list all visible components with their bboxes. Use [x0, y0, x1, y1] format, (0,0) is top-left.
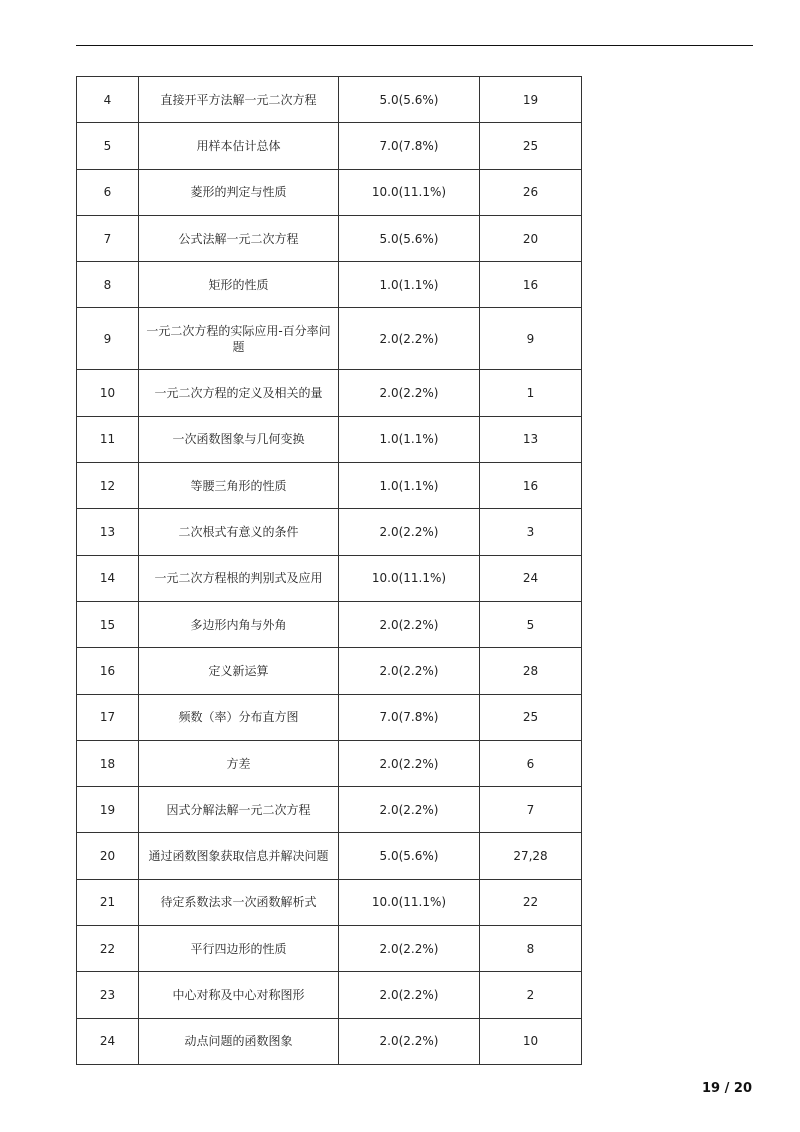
knowledge-point-table: [76, 76, 582, 1065]
score-share: 7.0(7.8%): [339, 123, 480, 169]
knowledge-point: 多边形内角与外角: [139, 601, 339, 647]
table-row: [77, 833, 582, 879]
table-row: [77, 77, 582, 123]
table-row: [77, 694, 582, 740]
knowledge-point: 平行四边形的性质: [139, 926, 339, 972]
score-share: 2.0(2.2%): [339, 601, 480, 647]
header-rule: [76, 45, 753, 46]
question-numbers: 7: [480, 787, 582, 833]
score-share: 1.0(1.1%): [339, 262, 480, 308]
score-share: 1.0(1.1%): [339, 463, 480, 509]
score-share: 10.0(11.1%): [339, 169, 480, 215]
page-number: 19 / 20: [702, 1081, 752, 1096]
question-numbers: 27,28: [480, 833, 582, 879]
score-share: 5.0(5.6%): [339, 77, 480, 123]
score-share: 2.0(2.2%): [339, 648, 480, 694]
row-number: 4: [77, 77, 139, 123]
row-number: 17: [77, 694, 139, 740]
question-numbers: 6: [480, 740, 582, 786]
knowledge-point: 一次函数图象与几何变换: [139, 416, 339, 462]
question-numbers: 19: [480, 77, 582, 123]
table-row: [77, 262, 582, 308]
table-row: [77, 370, 582, 416]
row-number: 20: [77, 833, 139, 879]
question-numbers: 25: [480, 694, 582, 740]
table-row: [77, 416, 582, 462]
row-number: 7: [77, 215, 139, 261]
table-row: [77, 787, 582, 833]
question-numbers: 13: [480, 416, 582, 462]
knowledge-point: 频数（率）分布直方图: [139, 694, 339, 740]
row-number: 18: [77, 740, 139, 786]
question-numbers: 22: [480, 879, 582, 925]
row-number: 13: [77, 509, 139, 555]
table-row: [77, 215, 582, 261]
knowledge-point: 矩形的性质: [139, 262, 339, 308]
score-share: 1.0(1.1%): [339, 416, 480, 462]
knowledge-point: 二次根式有意义的条件: [139, 509, 339, 555]
row-number: 15: [77, 601, 139, 647]
table-row: [77, 601, 582, 647]
question-numbers: 25: [480, 123, 582, 169]
question-numbers: 9: [480, 308, 582, 370]
question-numbers: 16: [480, 463, 582, 509]
score-share: 2.0(2.2%): [339, 972, 480, 1018]
row-number: 5: [77, 123, 139, 169]
row-number: 22: [77, 926, 139, 972]
row-number: 23: [77, 972, 139, 1018]
table-row: [77, 555, 582, 601]
knowledge-point: 方差: [139, 740, 339, 786]
score-share: 2.0(2.2%): [339, 787, 480, 833]
knowledge-point: 一元二次方程的实际应用-百分率问题: [139, 308, 339, 370]
knowledge-point: 菱形的判定与性质: [139, 169, 339, 215]
table-row: [77, 169, 582, 215]
row-number: 21: [77, 879, 139, 925]
row-number: 19: [77, 787, 139, 833]
question-numbers: 26: [480, 169, 582, 215]
question-numbers: 2: [480, 972, 582, 1018]
score-share: 2.0(2.2%): [339, 509, 480, 555]
row-number: 8: [77, 262, 139, 308]
score-share: 10.0(11.1%): [339, 879, 480, 925]
question-numbers: 10: [480, 1018, 582, 1064]
row-number: 16: [77, 648, 139, 694]
table-row: [77, 740, 582, 786]
knowledge-point: 中心对称及中心对称图形: [139, 972, 339, 1018]
table-row: [77, 308, 582, 370]
question-numbers: 5: [480, 601, 582, 647]
knowledge-point: 通过函数图象获取信息并解决问题: [139, 833, 339, 879]
question-numbers: 1: [480, 370, 582, 416]
question-numbers: 28: [480, 648, 582, 694]
knowledge-point: 等腰三角形的性质: [139, 463, 339, 509]
table-row: [77, 972, 582, 1018]
score-share: 5.0(5.6%): [339, 215, 480, 261]
table-row: [77, 879, 582, 925]
score-share: 5.0(5.6%): [339, 833, 480, 879]
knowledge-point: 一元二次方程根的判别式及应用: [139, 555, 339, 601]
knowledge-point: 定义新运算: [139, 648, 339, 694]
table-row: [77, 1018, 582, 1064]
question-numbers: 8: [480, 926, 582, 972]
row-number: 6: [77, 169, 139, 215]
knowledge-point: 因式分解法解一元二次方程: [139, 787, 339, 833]
score-share: 10.0(11.1%): [339, 555, 480, 601]
row-number: 10: [77, 370, 139, 416]
score-share: 2.0(2.2%): [339, 1018, 480, 1064]
question-numbers: 16: [480, 262, 582, 308]
table-row: [77, 463, 582, 509]
knowledge-point: 动点问题的函数图象: [139, 1018, 339, 1064]
question-numbers: 20: [480, 215, 582, 261]
score-share: 2.0(2.2%): [339, 370, 480, 416]
table-row: [77, 123, 582, 169]
knowledge-point: 直接开平方法解一元二次方程: [139, 77, 339, 123]
table-row: [77, 509, 582, 555]
row-number: 12: [77, 463, 139, 509]
row-number: 24: [77, 1018, 139, 1064]
row-number: 11: [77, 416, 139, 462]
row-number: 14: [77, 555, 139, 601]
table-row: [77, 648, 582, 694]
knowledge-point: 待定系数法求一次函数解析式: [139, 879, 339, 925]
question-numbers: 3: [480, 509, 582, 555]
table-row: [77, 926, 582, 972]
score-share: 2.0(2.2%): [339, 926, 480, 972]
question-numbers: 24: [480, 555, 582, 601]
score-share: 2.0(2.2%): [339, 740, 480, 786]
score-share: 2.0(2.2%): [339, 308, 480, 370]
knowledge-point: 用样本估计总体: [139, 123, 339, 169]
knowledge-point: 一元二次方程的定义及相关的量: [139, 370, 339, 416]
score-share: 7.0(7.8%): [339, 694, 480, 740]
row-number: 9: [77, 308, 139, 370]
knowledge-point: 公式法解一元二次方程: [139, 215, 339, 261]
